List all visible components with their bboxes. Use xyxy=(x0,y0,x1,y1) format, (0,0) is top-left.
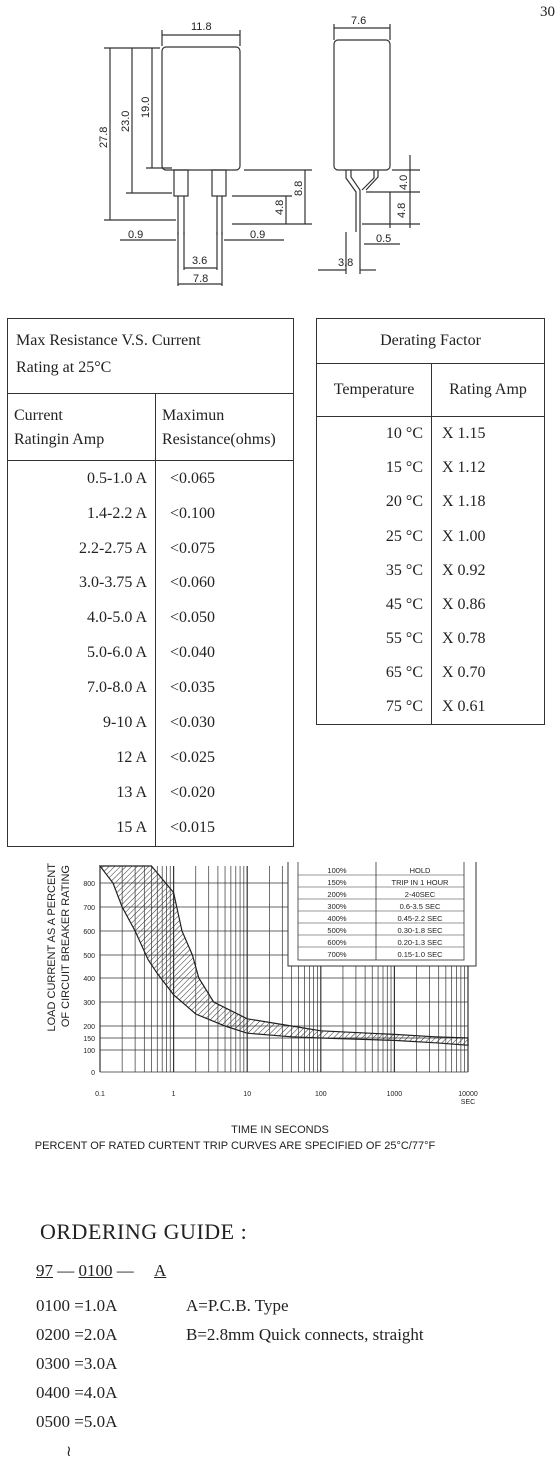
resistance-row xyxy=(8,706,294,741)
dim-4-8: 4.8 xyxy=(274,199,286,215)
y-tick-label: 400 xyxy=(83,976,95,983)
derating-table xyxy=(316,318,545,725)
inset-time: 0.6-3.5 SEC xyxy=(399,902,441,911)
row-temperature: 10 °C xyxy=(385,425,423,443)
inset-pct: 700% xyxy=(327,950,347,959)
chart-caption: PERCENT OF RATED CURTENT TRIP CURVES ARE SPECIFIED OF 25°C/77°F xyxy=(34,1140,436,1152)
y-tick-label: 100 xyxy=(83,1048,95,1055)
dim-0-5: 0.5 xyxy=(376,233,392,245)
row-temperature: 35 °C xyxy=(385,561,423,579)
row-rating-amp: X 1.00 xyxy=(432,519,545,553)
row-amp: 15 A xyxy=(116,819,147,837)
inset-time: 2-40SEC xyxy=(404,890,436,899)
y-tick-label: 0 xyxy=(91,1070,95,1077)
dim-23-0: 23.0 xyxy=(120,110,132,132)
row-rating-amp: X 0.86 xyxy=(432,588,545,622)
inset-time: 0.15-1.0 SEC xyxy=(397,950,443,959)
dim-0-9-left: 0.9 xyxy=(128,229,144,241)
chart-ylabel-line2: OF CIRCUIT BREAKER RATING xyxy=(60,865,73,1028)
ordering-item: 0200 =2.0A xyxy=(36,1325,118,1344)
row-amp: 7.0-8.0 A xyxy=(87,679,147,697)
dim-0-9-right: 0.9 xyxy=(250,229,266,241)
row-resistance: <0.050 xyxy=(156,601,294,636)
resistance-row xyxy=(8,776,294,811)
continuation-mark: ≀ xyxy=(66,1444,72,1460)
row-amp: 3.0-3.75 A xyxy=(79,574,147,592)
chart-ylabel-line1: LOAD CURRENT AS A PERCENT xyxy=(46,863,59,1032)
row-amp: 0.5-1.0 A xyxy=(87,469,147,487)
resistance-row xyxy=(8,636,294,671)
ordering-code: 97 — 0100 — A xyxy=(36,1261,167,1280)
col-header-rating-amp: Rating Amp xyxy=(432,364,545,417)
inset-pct: 200% xyxy=(327,890,347,899)
x-tick-label: 100 xyxy=(314,1091,327,1098)
trip-curve-chart xyxy=(0,862,555,1122)
derating-row xyxy=(317,622,545,656)
derating-row xyxy=(317,690,545,725)
inset-pct: 400% xyxy=(327,914,347,923)
row-temperature: 25 °C xyxy=(385,527,423,545)
x-tick-label: 10000 xyxy=(458,1091,478,1098)
x-tick-label: 1 xyxy=(171,1091,176,1098)
inset-time: 0.30-1.8 SEC xyxy=(397,926,443,935)
dim-3-6: 3.6 xyxy=(192,255,208,267)
derating-row xyxy=(317,417,545,452)
x-unit-label: SEC xyxy=(460,1099,476,1106)
row-amp: 12 A xyxy=(116,749,147,767)
y-tick-label: 300 xyxy=(83,1000,95,1007)
inset-time: 0.20-1.3 SEC xyxy=(397,938,443,947)
row-temperature: 45 °C xyxy=(385,595,423,613)
type-b-text: B=2.8mm Quick connects, straight xyxy=(186,1325,424,1344)
inset-time: 0.45-2.2 SEC xyxy=(397,914,443,923)
inset-time: TRIP IN 1 HOUR xyxy=(391,878,449,887)
derating-row xyxy=(317,519,545,553)
page-number: 30 xyxy=(540,4,555,20)
y-tick-label: 150 xyxy=(83,1036,95,1043)
row-temperature: 65 °C xyxy=(385,663,423,681)
derating-row xyxy=(317,554,545,588)
row-temperature: 15 °C xyxy=(385,459,423,477)
resistance-row xyxy=(8,811,294,847)
row-resistance: <0.040 xyxy=(156,636,294,671)
derating-row xyxy=(317,485,545,519)
row-amp: 9-10 A xyxy=(103,714,147,732)
row-rating-amp: X 0.78 xyxy=(432,622,545,656)
dim-3-8: 3.8 xyxy=(338,257,354,269)
row-resistance: <0.015 xyxy=(156,811,294,847)
row-rating-amp: X 1.12 xyxy=(432,451,545,485)
derating-title: Derating Factor xyxy=(317,319,545,364)
row-temperature: 75 °C xyxy=(385,697,423,715)
inset-pct: 500% xyxy=(327,926,347,935)
inset-pct: 100% xyxy=(327,866,347,875)
row-rating-amp: X 1.15 xyxy=(432,417,545,452)
dim-27-8: 27.8 xyxy=(98,126,110,148)
row-amp: 13 A xyxy=(116,784,147,802)
resistance-table xyxy=(7,318,294,847)
ordering-item: 0500 =5.0A xyxy=(36,1412,118,1431)
side-body xyxy=(334,40,390,170)
row-resistance: <0.065 xyxy=(156,461,294,497)
row-resistance: <0.060 xyxy=(156,566,294,601)
y-tick-label: 600 xyxy=(83,929,95,936)
inset-pct: 600% xyxy=(327,938,347,947)
y-tick-label: 800 xyxy=(83,881,95,888)
row-resistance: <0.030 xyxy=(156,706,294,741)
col-header-current: Current Ratingin Amp xyxy=(8,394,156,461)
row-rating-amp: X 1.18 xyxy=(432,485,545,519)
x-tick-label: 0.1 xyxy=(95,1091,105,1098)
dimension-drawing xyxy=(0,0,555,295)
resistance-row xyxy=(8,566,294,601)
col-header-temperature: Temperature xyxy=(317,364,432,417)
derating-row xyxy=(317,588,545,622)
chart-xlabel: TIME IN SECONDS xyxy=(231,1124,329,1136)
ordering-item: 0100 =1.0A xyxy=(36,1296,118,1315)
ordering-item: 0300 =3.0A xyxy=(36,1354,118,1373)
dim-8-8: 8.8 xyxy=(293,180,305,196)
row-resistance: <0.075 xyxy=(156,531,294,566)
front-body xyxy=(162,47,240,170)
resistance-row xyxy=(8,531,294,566)
col-header-resistance: Maximun Resistance(ohms) xyxy=(156,394,294,461)
ordering-item: 0400 =4.0A xyxy=(36,1383,118,1402)
dim-4-8-side: 4.8 xyxy=(396,202,408,218)
row-resistance: <0.035 xyxy=(156,671,294,706)
front-lead-left xyxy=(174,170,188,196)
row-resistance: <0.100 xyxy=(156,496,294,531)
row-rating-amp: X 0.61 xyxy=(432,690,545,725)
resistance-row xyxy=(8,741,294,776)
y-tick-label: 700 xyxy=(83,905,95,912)
inset-pct: 300% xyxy=(327,902,347,911)
side-bent-lead xyxy=(346,170,360,232)
resistance-row xyxy=(8,461,294,497)
trip-inset-table xyxy=(288,862,476,966)
row-amp: 1.4-2.2 A xyxy=(87,504,147,522)
y-tick-label: 200 xyxy=(83,1024,95,1031)
x-tick-label: 10 xyxy=(243,1091,252,1098)
row-resistance: <0.025 xyxy=(156,741,294,776)
row-rating-amp: X 0.92 xyxy=(432,554,545,588)
dim-7-8: 7.8 xyxy=(193,273,209,285)
x-tick-label: 1000 xyxy=(386,1091,403,1098)
resistance-table-title: Max Resistance V.S. Current Rating at 25°C xyxy=(8,319,294,394)
dim-19-0: 19.0 xyxy=(140,96,152,118)
row-resistance: <0.020 xyxy=(156,776,294,811)
row-amp: 2.2-2.75 A xyxy=(79,539,147,557)
resistance-row xyxy=(8,496,294,531)
front-lead-right xyxy=(212,170,226,196)
row-amp: 4.0-5.0 A xyxy=(87,609,147,627)
dim-4-0: 4.0 xyxy=(398,174,410,190)
resistance-row xyxy=(8,601,294,636)
dim-11-8: 11.8 xyxy=(191,21,212,33)
row-amp: 5.0-6.0 A xyxy=(87,644,147,662)
row-temperature: 55 °C xyxy=(385,629,423,647)
derating-row xyxy=(317,656,545,690)
ordering-guide-title: ORDERING GUIDE : xyxy=(40,1219,248,1244)
type-a-text: A=P.C.B. Type xyxy=(186,1296,289,1315)
inset-pct: 150% xyxy=(327,878,347,887)
resistance-row xyxy=(8,671,294,706)
row-rating-amp: X 0.70 xyxy=(432,656,545,690)
dim-7-6: 7.6 xyxy=(351,15,367,27)
inset-time: HOLD xyxy=(409,866,431,875)
row-temperature: 20 °C xyxy=(385,493,423,511)
y-tick-label: 500 xyxy=(83,953,95,960)
derating-row xyxy=(317,451,545,485)
